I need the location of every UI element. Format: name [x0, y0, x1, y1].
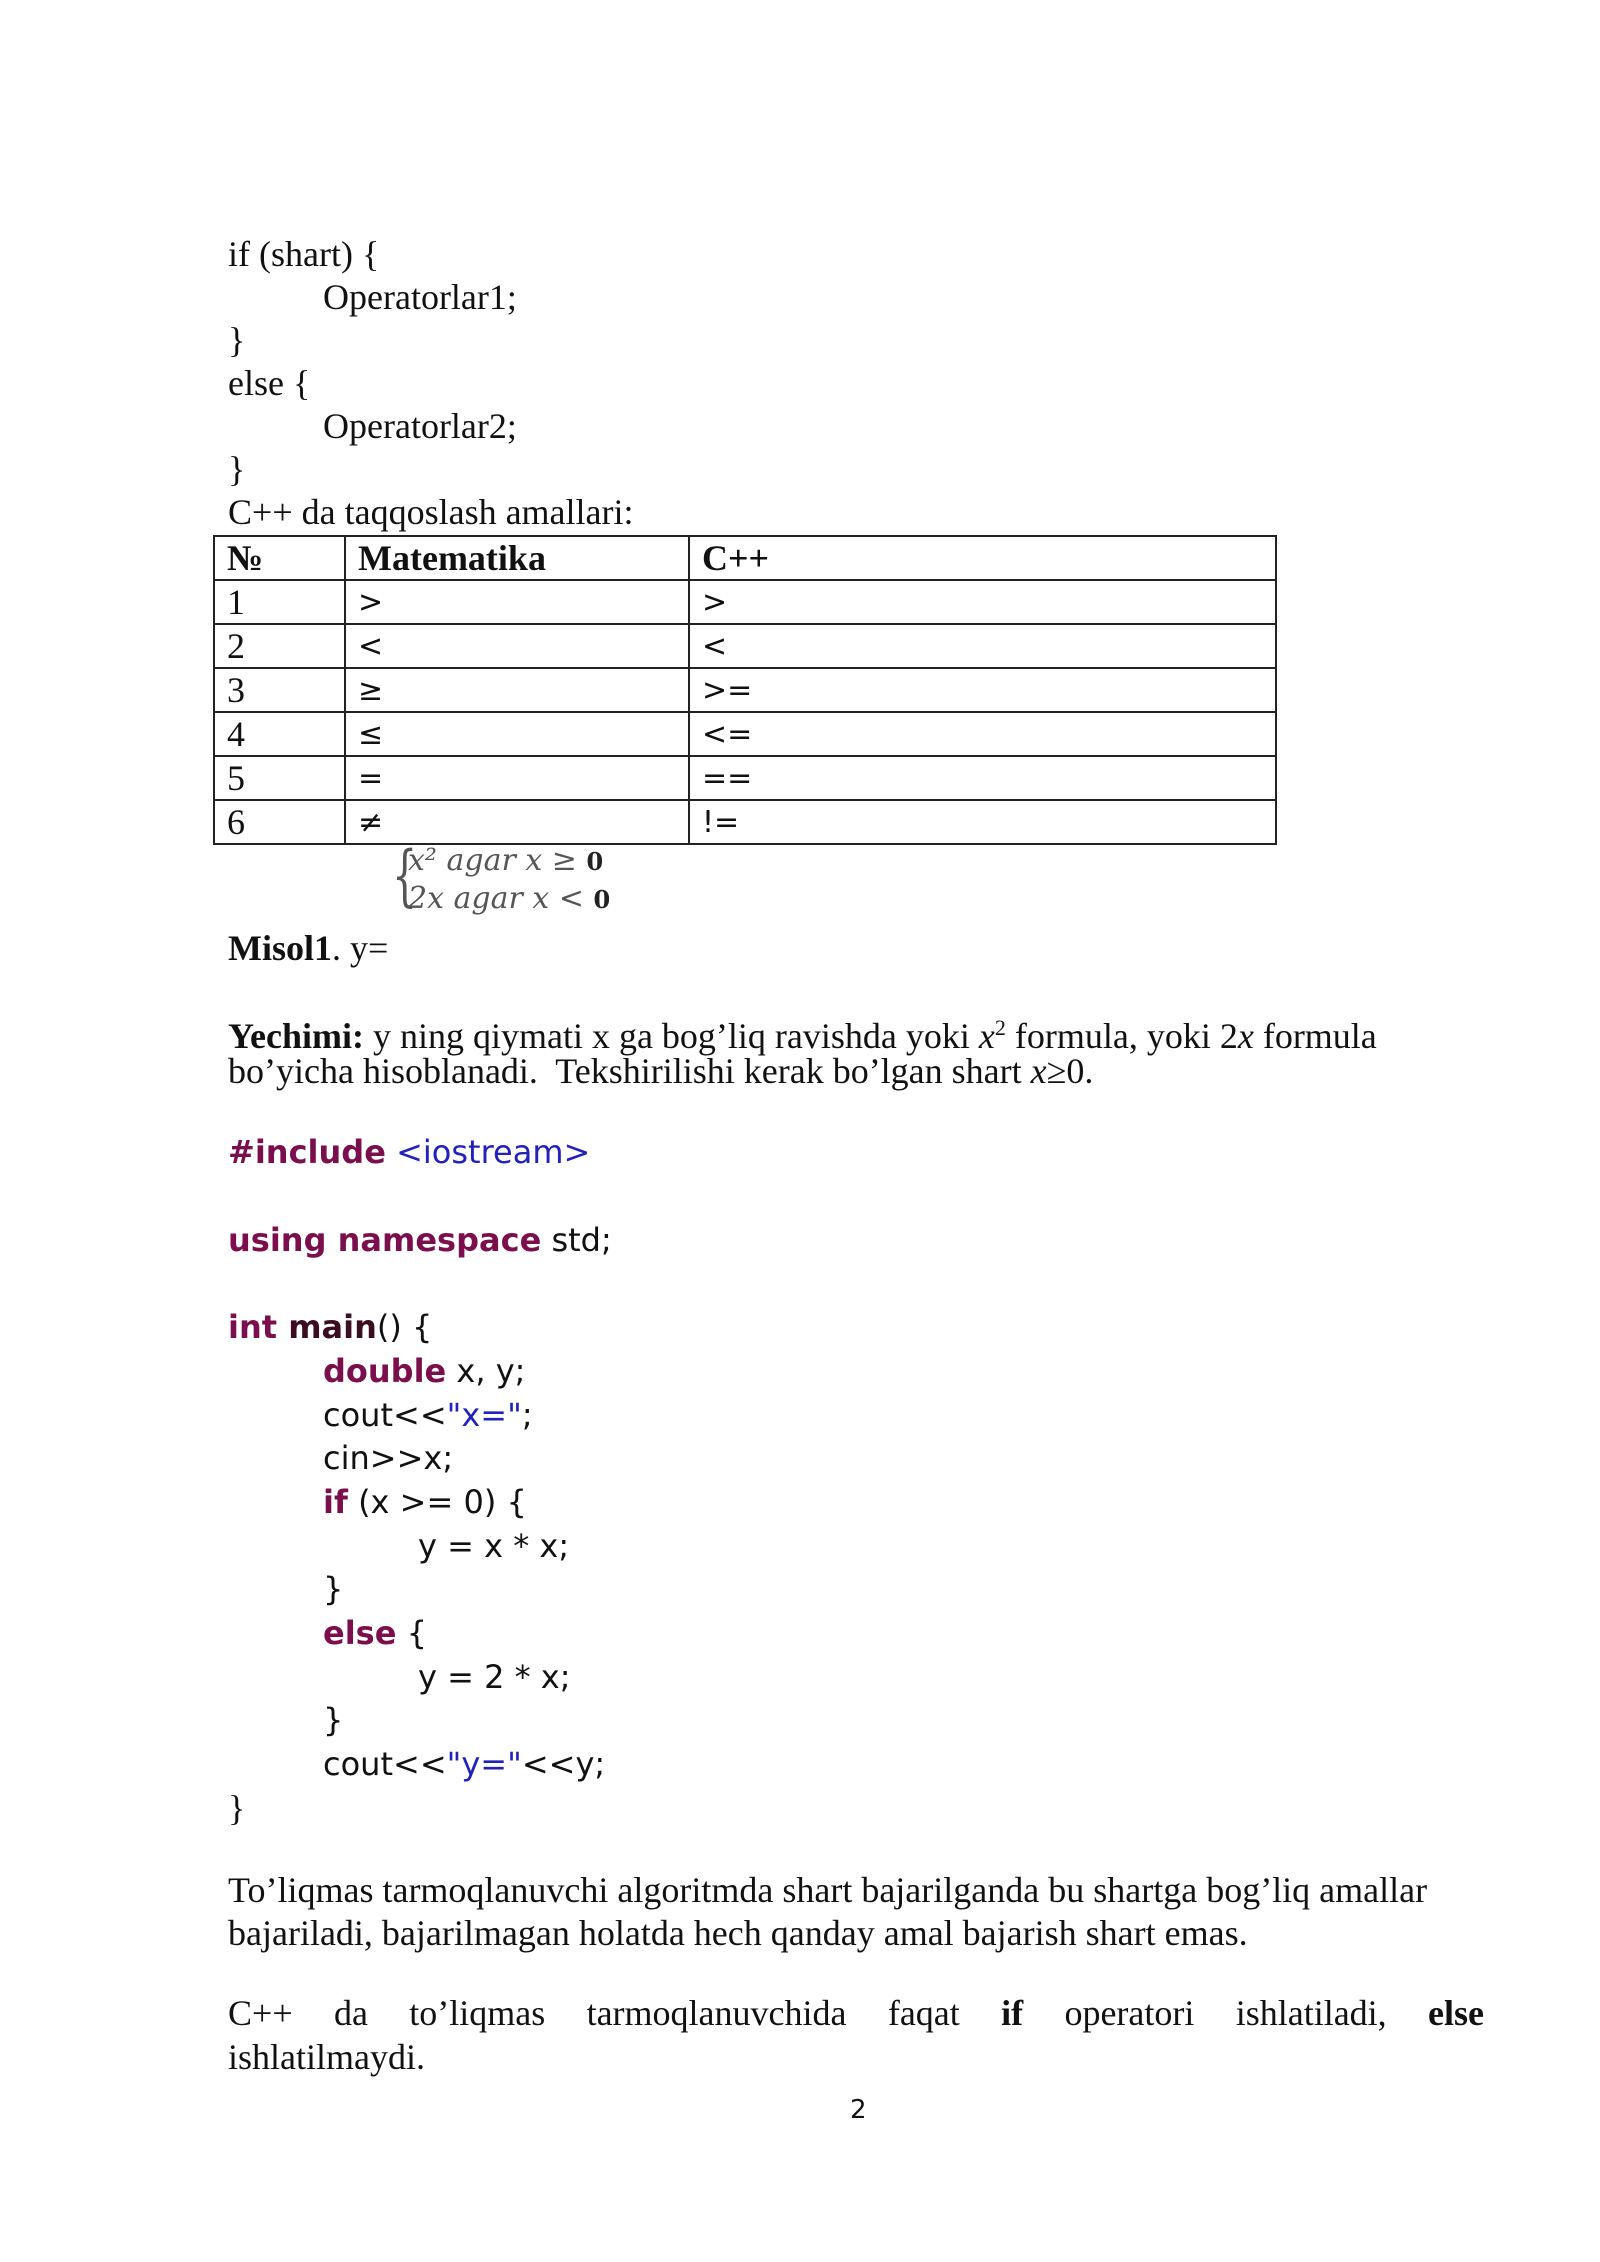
- row-cpp: !=: [689, 800, 1276, 844]
- solution-line1: Yechimi: y ning qiymati x ga bog’liq ravishda yoki $x^2$ formula, yoki 2x formula: [228, 1015, 1377, 1056]
- row-math: <: [345, 624, 689, 668]
- table-row: [214, 624, 1276, 668]
- comparison-table: [213, 535, 1277, 845]
- row-math: ≥: [345, 668, 689, 712]
- solution-line2: bo’yicha hisoblanadi. Tekshirilishi kerak bo’lgan shart x≥0.: [228, 1051, 1094, 1091]
- code-assign1: y = x * x;: [418, 1527, 570, 1565]
- syntax-line-operators1: Operatorlar1;: [323, 277, 517, 317]
- syntax-line-else: else {: [228, 363, 311, 403]
- piecewise-formula: [392, 837, 652, 923]
- code-double: double x, y;: [323, 1352, 526, 1390]
- code-close2: }: [323, 1701, 344, 1739]
- brace-symbol: {: [392, 837, 418, 914]
- code-main: int main() {: [228, 1308, 433, 1346]
- row-math: ≠: [345, 800, 689, 844]
- para1-line2: bajariladi, bajarilmagan holatda hech qanday amal bajarish shart emas.: [228, 1913, 1248, 1953]
- row-cpp: >=: [689, 668, 1276, 712]
- row-number: 5: [214, 756, 345, 800]
- code-assign2: y = 2 * x;: [418, 1658, 571, 1696]
- formula-case1: x² agar x ≥ 0: [408, 843, 604, 878]
- row-number: 6: [214, 800, 345, 844]
- code-else: else {: [323, 1614, 427, 1652]
- code-close-main: }: [228, 1788, 246, 1828]
- para1-line1: To’liqmas tarmoqlanuvchi algoritmda shart bajarilganda bu shartga bog’liq amallar: [228, 1870, 1428, 1910]
- table-row: [214, 668, 1276, 712]
- comparison-heading: C++ da taqqoslash amallari:: [228, 492, 634, 532]
- row-number: 2: [214, 624, 345, 668]
- header-cpp: C++: [689, 536, 1276, 580]
- example-title: Misol1. y=: [228, 928, 389, 968]
- row-math: >: [345, 580, 689, 624]
- code-cin: cin>>x;: [323, 1439, 454, 1477]
- code-using: using namespace std;: [228, 1221, 612, 1259]
- code-cout2: cout<<"y="<<y;: [323, 1745, 606, 1783]
- formula-case2: 2x agar x < 0: [408, 881, 611, 916]
- syntax-line-operators2: Operatorlar2;: [323, 406, 517, 446]
- row-cpp: <=: [689, 712, 1276, 756]
- row-cpp: <: [689, 624, 1276, 668]
- table-row: [214, 712, 1276, 756]
- syntax-line-close2: }: [228, 449, 246, 489]
- row-cpp: ==: [689, 756, 1276, 800]
- code-cout1: cout<<"x=";: [323, 1396, 533, 1434]
- table-header-row: [214, 536, 1276, 580]
- syntax-line-if: if (shart) {: [228, 234, 380, 274]
- row-number: 4: [214, 712, 345, 756]
- row-math: ≤: [345, 712, 689, 756]
- table-row: [214, 580, 1276, 624]
- para2-line2: ishlatilmaydi.: [228, 2037, 425, 2077]
- row-math: =: [345, 756, 689, 800]
- code-include: #include <iostream>: [228, 1133, 591, 1171]
- syntax-line-close: }: [228, 320, 246, 360]
- header-math: Matematika: [345, 536, 689, 580]
- header-number: №: [214, 536, 345, 580]
- table-row: [214, 800, 1276, 844]
- row-number: 3: [214, 668, 345, 712]
- table-row: [214, 756, 1276, 800]
- row-number: 1: [214, 580, 345, 624]
- code-if: if (x >= 0) {: [323, 1483, 527, 1521]
- row-cpp: >: [689, 580, 1276, 624]
- page-number: 2: [850, 2095, 867, 2125]
- code-close1: }: [323, 1570, 344, 1608]
- para2-line1: C++ da to’liqmas tarmoqlanuvchida faqat if operatori ishlatiladi, else: [228, 1993, 1484, 2033]
